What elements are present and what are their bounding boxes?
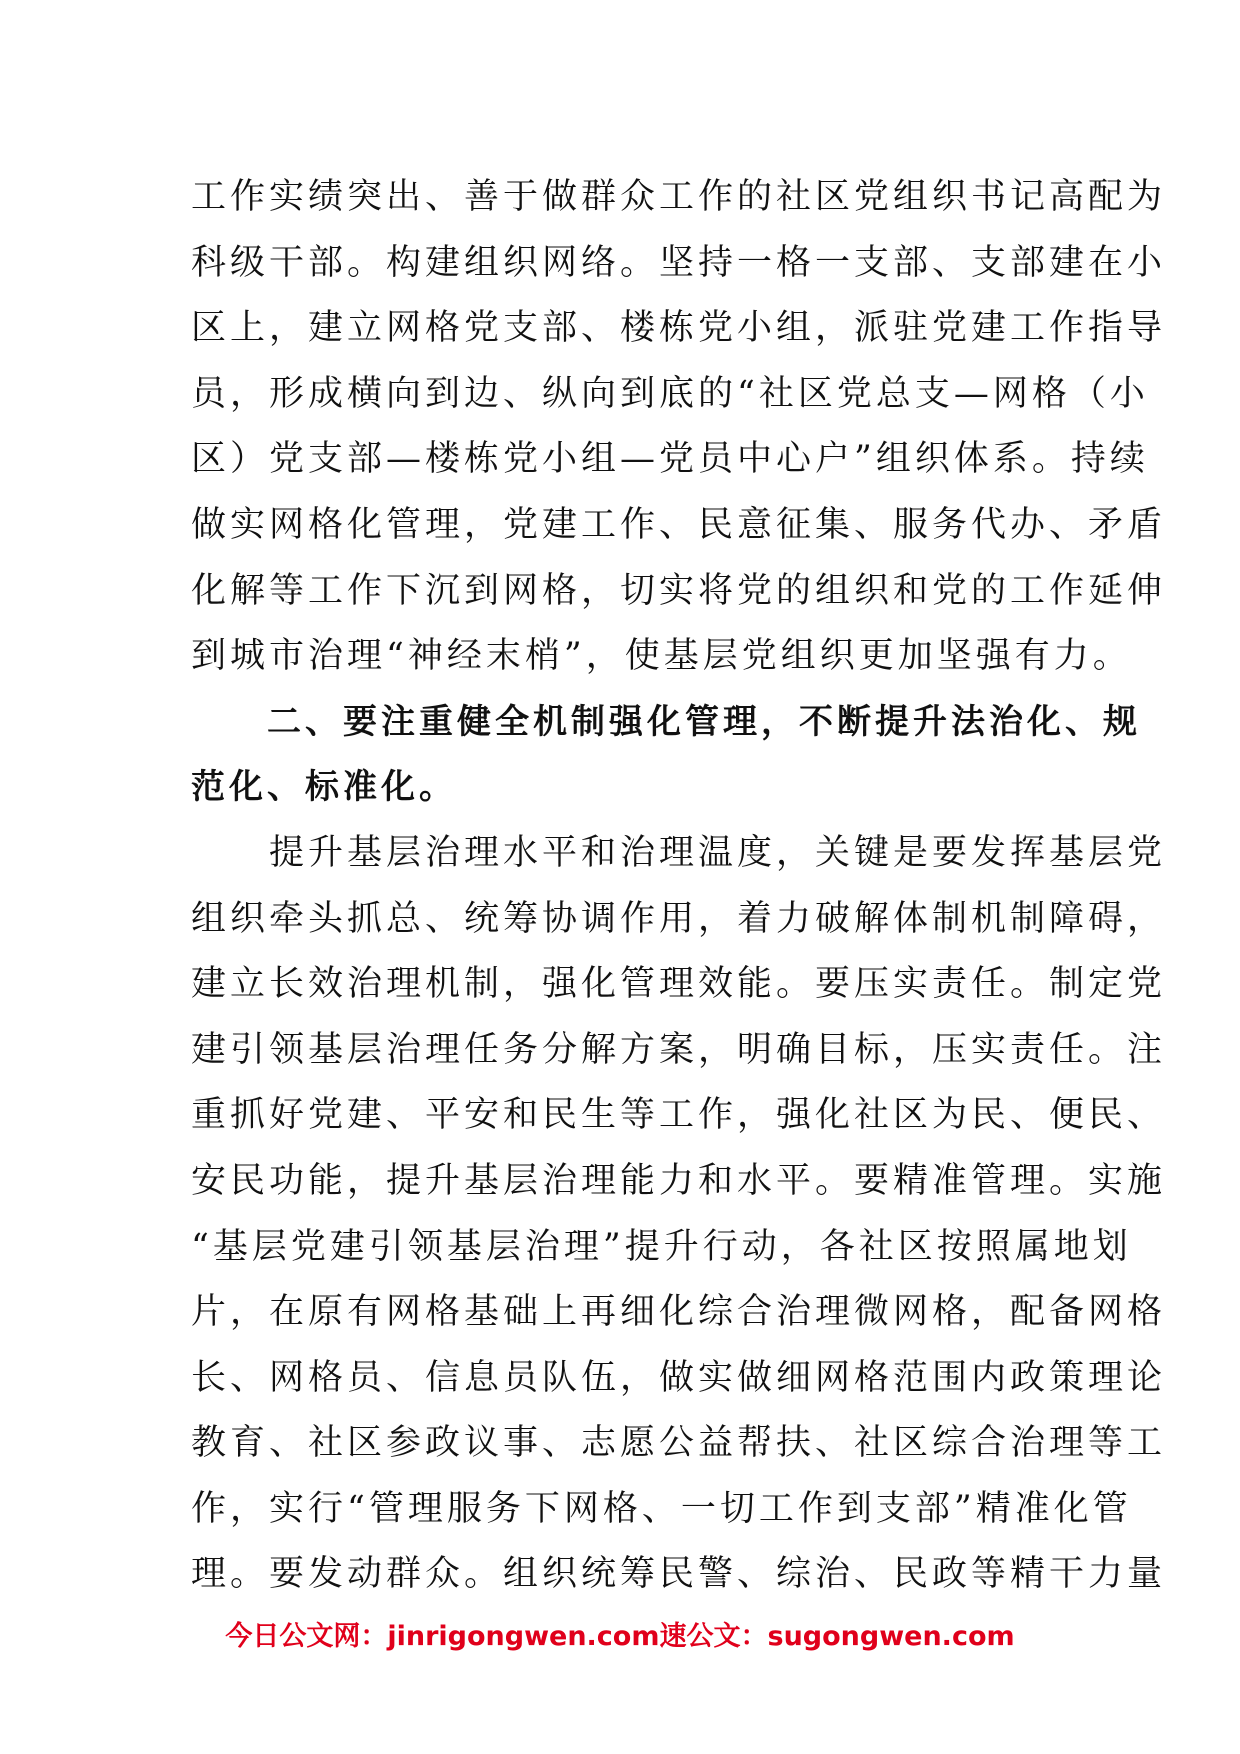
text-line: 区上，建立网格党支部、楼栋党小组，派驻党建工作指导 bbox=[191, 308, 1167, 349]
body-text bbox=[191, 165, 1167, 1608]
text-line: 安民功能，提升基层治理能力和水平。要精准管理。实施 bbox=[191, 1160, 1167, 1201]
text-line: 重抓好党建、平安和民生等工作，强化社区为民、便民、 bbox=[191, 1095, 1167, 1136]
footer-watermark bbox=[0, 1615, 1240, 1659]
text-line: 工作实绩突出、善于做群众工作的社区党组织书记高配为 bbox=[191, 177, 1167, 217]
text-line: 提升基层治理水平和治理温度，关键是要发挥基层党 bbox=[191, 832, 1167, 873]
text-line: 片，在原有网格基础上再细化综合治理微网格，配备网格 bbox=[191, 1292, 1167, 1333]
section-heading: 范化、标准化。 bbox=[191, 767, 457, 808]
text-line: 建立长效治理机制，强化管理效能。要压实责任。制定党 bbox=[191, 964, 1167, 1005]
text-line: 到城市治理“神经末梢”，使基层党组织更加坚强有力。 bbox=[191, 636, 1132, 677]
text-line: 区）党支部—楼栋党小组—党员中心户”组织体系。持续 bbox=[191, 439, 1149, 480]
text-line: 长、网格员、信息员队伍，做实做细网格范围内政策理论 bbox=[191, 1357, 1167, 1398]
text-line: 化解等工作下沉到网格，切实将党的组织和党的工作延伸 bbox=[191, 570, 1167, 611]
text-line: 做实网格化管理，党建工作、民意征集、服务代办、矛盾 bbox=[191, 504, 1167, 545]
text-line: 组织牵头抓总、统筹协调作用，着力破解体制机制障碍， bbox=[191, 898, 1167, 939]
text-line: 作，实行“管理服务下网格、一切工作到支部”精准化管 bbox=[191, 1488, 1132, 1529]
text-line: 建引领基层治理任务分解方案，明确目标，压实责任。注 bbox=[191, 1029, 1167, 1070]
footer-text: 今日公文网：jinrigongwen.com速公文：sugongwen.com bbox=[225, 1621, 1015, 1652]
text-line: 科级干部。构建组织网络。坚持一格一支部、支部建在小 bbox=[191, 242, 1167, 283]
text-line: “基层党建引领基层治理”提升行动，各社区按照属地划 bbox=[191, 1226, 1132, 1267]
text-line: 理。要发动群众。组织统筹民警、综治、民政等精干力量 bbox=[191, 1554, 1167, 1595]
text-line: 员，形成横向到边、纵向到底的“社区党总支—网格（小 bbox=[191, 373, 1149, 414]
section-heading: 二、要注重健全机制强化管理，不断提升法治化、规 bbox=[191, 701, 1141, 742]
text-line: 教育、社区参政议事、志愿公益帮扶、社区综合治理等工 bbox=[191, 1423, 1167, 1464]
